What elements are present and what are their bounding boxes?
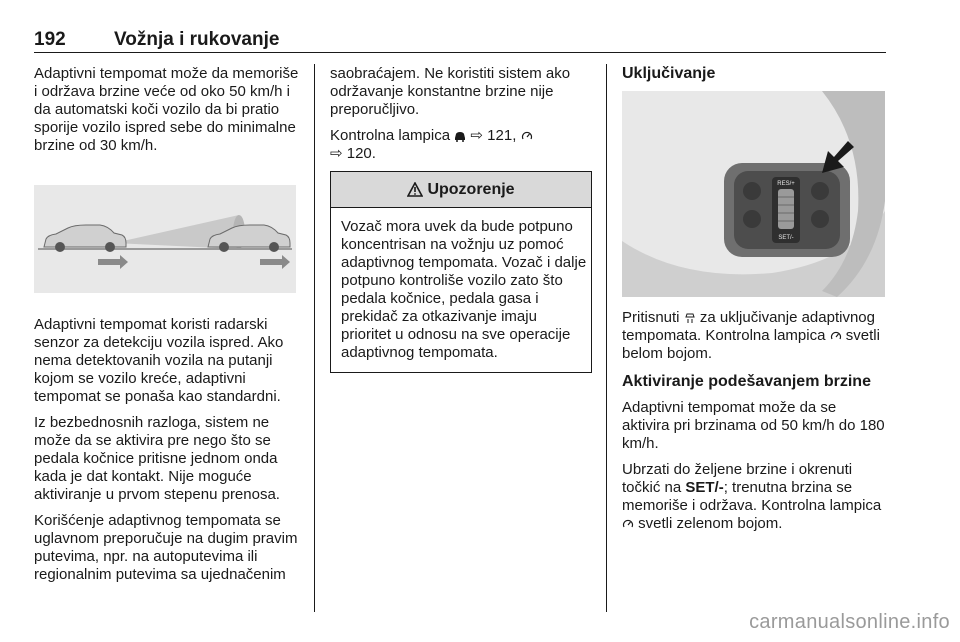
steering-wheel-controls-illustration [622, 91, 885, 297]
warning-title: Upozorenje [427, 180, 515, 198]
column-2 [330, 65, 592, 373]
res-plus-label: RES/+ [777, 181, 795, 187]
page-ref-1[interactable]: 121, [487, 127, 517, 144]
paragraph-press-button: Pritisnuti za uključivanje adaptivnog tempomata. Kontrolna lampica svetli belom bojom. [622, 309, 880, 362]
speedometer-indicator-icon [622, 518, 634, 530]
section-heading-speed-activation: Aktiviranje podešavanjem brzine [622, 373, 871, 390]
page-title: Vožnja i rukovanje [114, 29, 280, 50]
warning-header [331, 172, 591, 208]
set-minus-label: SET/- [778, 235, 794, 241]
column-divider-2 [606, 64, 607, 612]
paragraph-intro: Adaptivni tempomat može da memoriše i održava brzine veće od oko 50 km/h i da automatski koči vozilo da bi pratio sporije vozilo ispred sebe do minimalne brzine od 30 km/h. [34, 65, 299, 154]
page-ref-2[interactable]: 120. [346, 145, 376, 162]
paragraph-radar: Adaptivni tempomat koristi radarski senzor za detekciju vozila ispred. Ako nema detektovanih vozila na putanji kojom se vozilo kreće, adaptivni tempomat se ponaša kao standardni. [34, 316, 284, 405]
speedometer-indicator-icon [521, 130, 533, 142]
indicator-label: Kontrolna lampica [330, 127, 451, 144]
page-ref-arrow-icon: ⇨ [470, 127, 483, 144]
page-number: 192 [34, 29, 66, 50]
paragraph-usage: Korišćenje adaptivnog tempomata se uglavnom preporučuje na dugim pravim putevima, npr. na autoputevima ili regionalnim putevima sa ujednačenim [34, 512, 298, 583]
warning-triangle-icon [407, 182, 423, 197]
speedometer-indicator-icon [830, 330, 842, 342]
paragraph-speed-range: Adaptivni tempomat može da se aktivira pri brzinama od 50 km/h do 180 km/h. [622, 399, 885, 452]
paragraph-indicator [330, 127, 592, 163]
warning-text: Vozač mora uvek da bude potpuno koncentrisan na vožnju uz pomoć adaptivnog tempomata. Vozač i dalje potpuno kontroliše vozilo zato što pedala kočnice, pedala gasa i prekidač za otkazivanje imaju prioritet u odnosu na sve operacije adaptivnog tempomata. [341, 218, 587, 361]
paragraph-safety: Iz bezbednosnih razloga, sistem ne može da se aktivira pre nego što se pedala kočnice pritisne jednom onda kada je dat kontakt. Nije moguće aktiviranje u prvom stepenu prenosa. [34, 414, 280, 503]
page-header [34, 29, 886, 53]
radar-cars-illustration [34, 185, 296, 293]
column-3 [622, 65, 887, 541]
paragraph-set-speed: Ubrzati do željene brzine i okrenuti točkić na SET/-; trenutna brzina se memoriše i održava. Kontrolna lampica svetli zelenom bojom. [622, 461, 882, 532]
page-ref-arrow-icon: ⇨ [330, 145, 343, 162]
watermark: carmanualsonline.info [749, 611, 950, 633]
column-1 [34, 65, 300, 592]
warning-box [330, 171, 592, 373]
acc-button-icon [684, 312, 696, 324]
column-divider-1 [314, 64, 315, 612]
section-heading-activation: Uključivanje [622, 65, 716, 82]
set-minus-term: SET/- [685, 479, 724, 496]
car-indicator-icon [454, 130, 466, 142]
paragraph-traffic: saobraćajem. Ne koristiti sistem ako održavanje konstantne brzine nije preporučljivo. [330, 65, 571, 118]
